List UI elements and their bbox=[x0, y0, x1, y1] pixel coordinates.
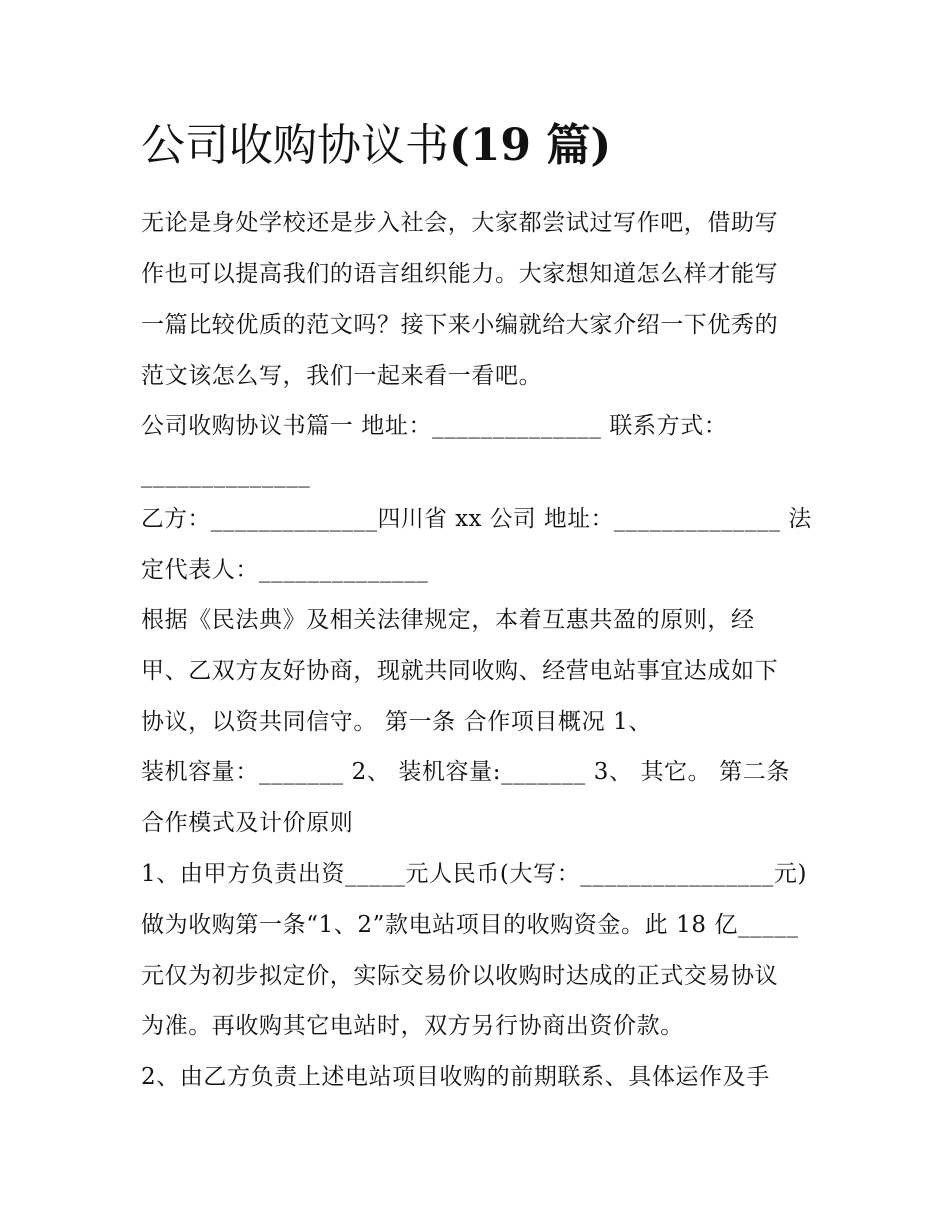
paragraph-line: 作也可以提高我们的语言组织能力。大家想知道怎么样才能写 bbox=[141, 261, 779, 287]
paragraph-line: 定代表人：______________ bbox=[141, 557, 429, 583]
paragraph-line: 无论是身处学校还是步入社会，大家都尝试过写作吧，借助写 bbox=[141, 210, 779, 236]
paragraph-line: 甲、乙双方友好协商，现就共同收购、经营电站事宜达成如下 bbox=[141, 658, 779, 684]
paragraph-line: 乙方：______________四川省 xx 公司 地址：______________ 法 bbox=[141, 506, 812, 532]
paragraph-line: 做为收购第一条“1、2”款电站项目的收购资金。此 18 亿_____ bbox=[141, 912, 799, 938]
paragraph-line: 1、由甲方负责出资_____元人民币(大写：________________元) bbox=[141, 861, 808, 887]
title-suffix: (19 篇) bbox=[449, 120, 612, 171]
paragraph-line: 一篇比较优质的范文吗？接下来小编就给大家介绍一下优秀的 bbox=[141, 312, 779, 338]
paragraph-line: ______________ bbox=[141, 462, 311, 488]
paragraph-line: 协议，以资共同信守。 第一条 合作项目概况 1、 bbox=[141, 709, 652, 735]
paragraph-line: 为准。再收购其它电站时，双方另行协商出资价款。 bbox=[141, 1013, 684, 1039]
paragraph-line: 范文该怎么写，我们一起来看一看吧。 bbox=[141, 363, 543, 389]
paragraph-line: 元仅为初步拟定价，实际交易价以收购时达成的正式交易协议 bbox=[141, 963, 779, 989]
title-text: 公司收购协议书 bbox=[141, 120, 449, 171]
document-title bbox=[141, 116, 611, 176]
paragraph-line: 合作模式及计价原则 bbox=[141, 810, 354, 836]
paragraph-line: 装机容量：_______ 2、 装机容量:_______ 3、 其它。 第二条 bbox=[141, 759, 790, 785]
paragraph-line: 根据《民法典》及相关法律规定，本着互惠共盈的原则，经 bbox=[141, 607, 755, 633]
paragraph-line: 公司收购协议书篇一 地址：______________ 联系方式： bbox=[141, 413, 728, 439]
paragraph-line: 2、由乙方负责上述电站项目收购的前期联系、具体运作及手 bbox=[141, 1064, 770, 1090]
